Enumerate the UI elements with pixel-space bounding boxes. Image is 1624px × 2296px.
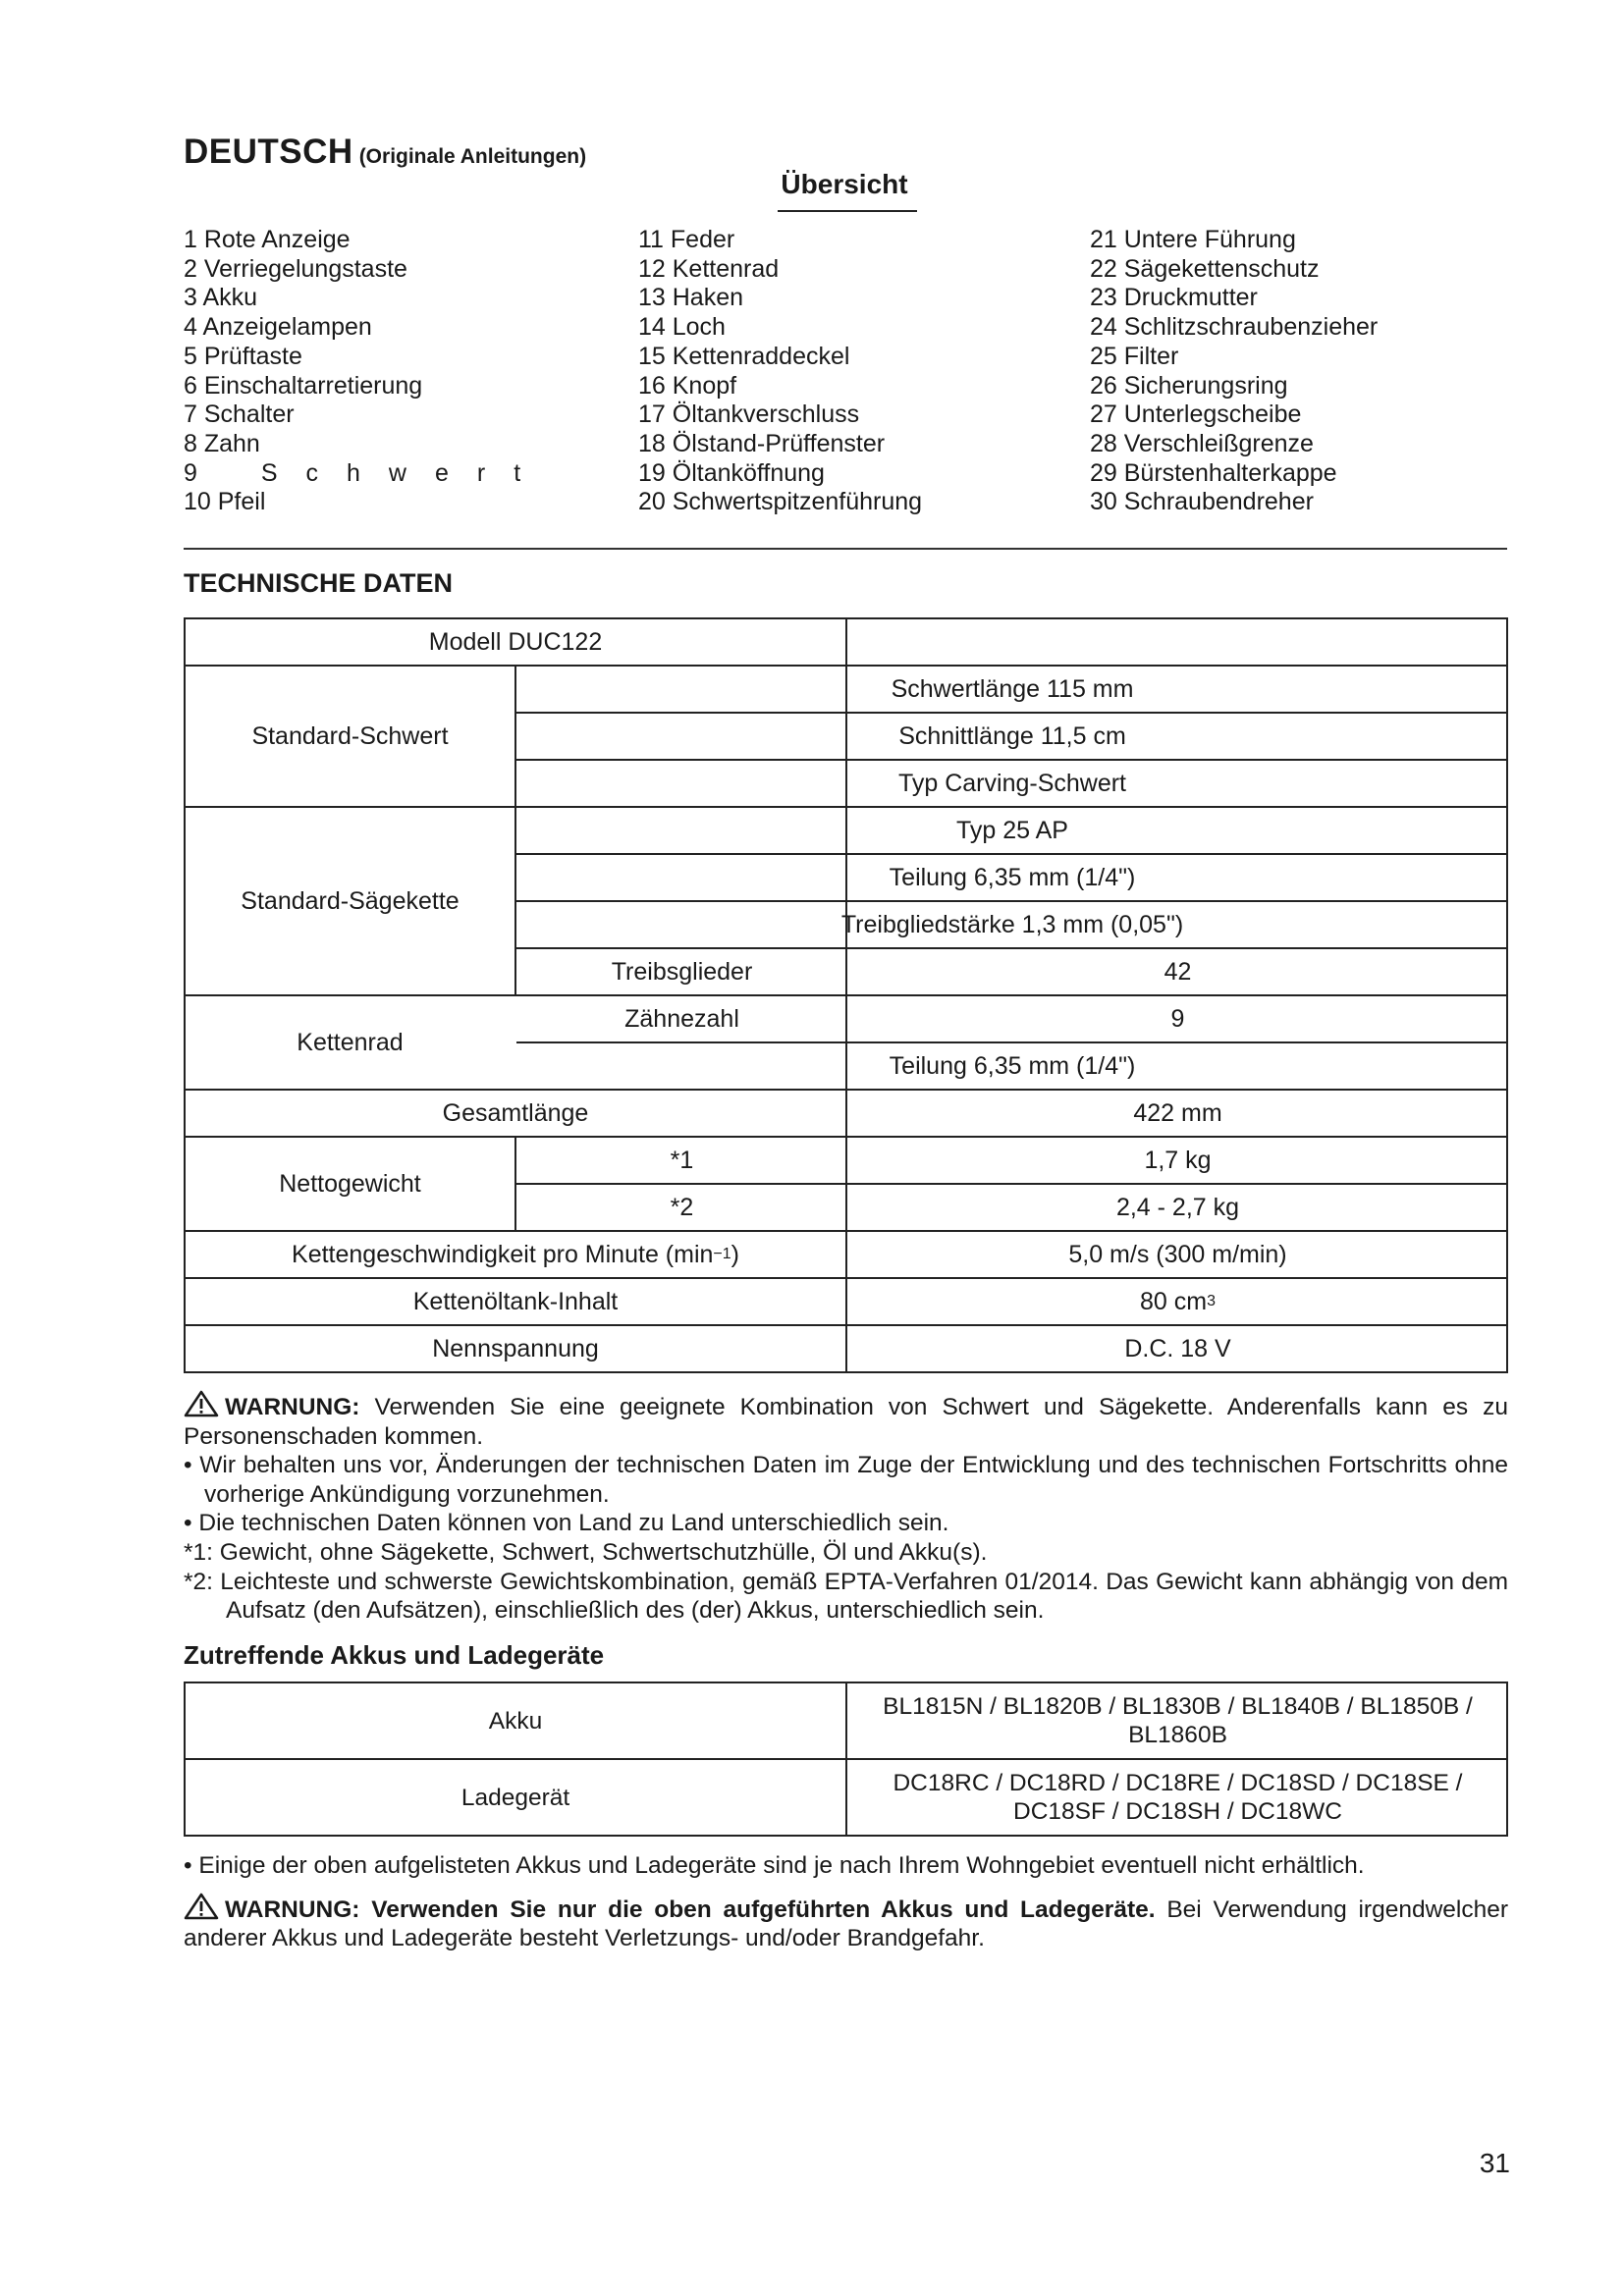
parts-list-column-2	[638, 226, 1070, 517]
note-bullet-1: • Wir behalten uns vor, Änderungen der technischen Daten im Zuge der Entwicklung und des technischen Fortschritts ohne vorherige Ankündigung vorzunehmen.	[184, 1452, 1508, 1508]
oil-tank-value-text: 80 cm	[1140, 1287, 1208, 1315]
language-title: DEUTSCH	[184, 133, 353, 171]
part-item: 29 Bürstenhalterkappe	[1090, 458, 1337, 487]
spec-teeth-label: Zähnezahl	[624, 1004, 739, 1033]
part-item: 20 Schwertspitzenführung	[638, 488, 923, 516]
parts-list-column-1	[184, 226, 576, 517]
spec-chain-pitch: Teilung 6,35 mm (1/4")	[889, 863, 1136, 891]
spec-overall-length-label: Gesamtlänge	[442, 1098, 589, 1127]
parts-list-column-3	[1090, 226, 1561, 517]
warning-label: WARNUNG:	[225, 1896, 360, 1923]
spec-table	[184, 617, 1508, 1373]
part-item: 11 Feder	[638, 226, 735, 253]
spec-overall-length-value: 422 mm	[1133, 1098, 1222, 1127]
part-item: 5 Prüftaste	[184, 342, 302, 370]
spec-weight-2-label: *2	[670, 1193, 694, 1221]
page-number: 31	[1479, 2148, 1510, 2178]
spec-oil-tank-label: Kettenöltank-Inhalt	[412, 1287, 619, 1315]
chain-speed-label-text: Kettengeschwindigkeit pro Minute (min	[292, 1240, 714, 1268]
warning-text: Bei Verwendung irgendwelcher anderer Akkus und Ladegeräte besteht Verletzungs- und/oder Brandgefahr.	[184, 1896, 1508, 1952]
part-item: 8 Zahn	[184, 429, 260, 457]
spec-chain-speed-value: 5,0 m/s (300 m/min)	[1068, 1240, 1287, 1268]
spec-standard-chain-label: Standard-Sägekette	[241, 886, 460, 915]
part-item: 6 Einschaltarretierung	[184, 371, 423, 400]
spec-drive-links-label: Treibsglieder	[611, 957, 753, 986]
part-item: 3 Akku	[184, 284, 258, 312]
spec-oil-tank-value: 80 cm 3	[1140, 1287, 1216, 1315]
part-item: 17 Öltankverschluss	[638, 400, 860, 429]
warning-text: Verwenden Sie eine geeignete Kombination von Schwert und Sägekette. Anderenfalls kann es zu Personenschaden kommen.	[184, 1394, 1508, 1450]
part-item: 9 Schwert	[184, 458, 550, 487]
part-item: 10 Pfeil	[184, 488, 266, 516]
part-item: 14 Loch	[638, 313, 726, 342]
spec-chain-speed-label: Kettengeschwindigkeit pro Minute (min −1 )	[292, 1240, 739, 1268]
availability-note: • Einige der oben aufgelisteten Akkus und Ladegeräte sind je nach Ihrem Wohngebiet eventuell nicht erhältlich.	[184, 1852, 1365, 1879]
batteries-title: Zutreffende Akkus und Ladegeräte	[184, 1640, 605, 1670]
chain-speed-label-end: )	[731, 1240, 739, 1268]
spec-chain-type: Typ 25 AP	[956, 816, 1068, 844]
spec-rated-voltage-label: Nennspannung	[432, 1334, 599, 1362]
part-item: 16 Knopf	[638, 371, 737, 400]
warning-triangle-icon	[184, 1893, 219, 1920]
part-item: 13 Haken	[638, 284, 744, 312]
warning-batteries	[184, 1893, 1508, 1953]
warning-bold-text: Verwenden Sie nur die oben aufgeführten Akkus und Ladegeräte.	[371, 1896, 1156, 1923]
part-item: 7 Schalter	[184, 400, 295, 429]
warning-combination	[184, 1390, 1508, 1451]
spec-cutting-length: Schnittlänge 11,5 cm	[898, 721, 1126, 750]
part-item: 24 Schlitzschraubenzieher	[1090, 313, 1379, 342]
spec-standard-bar-label: Standard-Schwert	[251, 721, 449, 750]
spec-rated-voltage-value: D.C. 18 V	[1124, 1334, 1231, 1362]
battery-label: Akku	[488, 1707, 543, 1735]
spec-bar-type: Typ Carving-Schwert	[897, 769, 1127, 797]
footnote-2: *2: Leichteste und schwerste Gewichtskombination, gemäß EPTA-Verfahren 01/2014. Das Gewicht kann abhängig von dem Aufsatz (den Aufsätzen), einschließlich des (der) Akkus, unterschiedlich sein.	[184, 1568, 1508, 1625]
battery-models: BL1815N / BL1820B / BL1830B / BL1840B / BL1850B / BL1860B	[883, 1693, 1473, 1748]
part-item: 2 Verriegelungstaste	[184, 254, 407, 283]
part-item: 4 Anzeigelampen	[184, 313, 372, 342]
section-divider	[184, 548, 1507, 550]
battery-notes	[184, 1851, 1508, 1953]
spec-drive-link-gauge: Treibgliedstärke 1,3 mm (0,05")	[840, 910, 1184, 938]
note-bullet-2: • Die technischen Daten können von Land zu Land unterschiedlich sein.	[184, 1510, 949, 1537]
part-item: 30 Schraubendreher	[1090, 488, 1314, 516]
spec-model: Modell DUC122	[428, 627, 603, 656]
battery-table	[184, 1682, 1508, 1837]
part-item: 1 Rote Anzeige	[184, 226, 351, 253]
footnote-1: *1: Gewicht, ohne Sägekette, Schwert, Schwertschutzhülle, Öl und Akku(s).	[184, 1538, 988, 1566]
charger-models: DC18RC / DC18RD / DC18RE / DC18SD / DC18SE / DC18SF / DC18SH / DC18WC	[893, 1770, 1463, 1825]
part-item: 19 Öltanköffnung	[638, 458, 825, 487]
spec-teeth-value: 9	[1170, 1004, 1185, 1033]
language-header	[184, 133, 586, 172]
spec-drive-links-value: 42	[1164, 957, 1192, 986]
part-item: 27 Unterlegscheibe	[1090, 400, 1302, 429]
tech-data-title: TECHNISCHE DATEN	[184, 568, 454, 598]
overview-title: Übersicht	[781, 169, 908, 199]
part-item: 21 Untere Führung	[1090, 226, 1296, 253]
spec-weight-1-value: 1,7 kg	[1144, 1146, 1212, 1174]
warning-triangle-icon	[184, 1390, 219, 1417]
spec-weight-2-value: 2,4 - 2,7 kg	[1115, 1193, 1240, 1221]
part-item: 22 Sägekettenschutz	[1090, 254, 1320, 283]
warning-label: WARNUNG:	[225, 1394, 360, 1420]
part-item: 28 Verschleißgrenze	[1090, 429, 1314, 457]
part-item: 25 Filter	[1090, 342, 1179, 370]
spec-net-weight-label: Nettogewicht	[279, 1169, 421, 1198]
part-item: 15 Kettenraddeckel	[638, 342, 850, 370]
part-item: 18 Ölstand-Prüffenster	[638, 429, 886, 457]
spec-notes	[184, 1390, 1508, 1626]
spec-sprocket-pitch: Teilung 6,35 mm (1/4")	[889, 1051, 1136, 1080]
part-item: 23 Druckmutter	[1090, 284, 1258, 312]
spec-bar-length: Schwertlänge 115 mm	[891, 674, 1134, 703]
language-note: (Originale Anleitungen)	[358, 145, 587, 168]
overview-underline	[778, 210, 917, 212]
spec-weight-1-label: *1	[670, 1146, 694, 1174]
spec-sprocket-label: Kettenrad	[297, 1028, 404, 1056]
charger-label: Ladegerät	[460, 1784, 570, 1811]
part-item: 12 Kettenrad	[638, 254, 780, 283]
part-item: 26 Sicherungsring	[1090, 371, 1288, 400]
